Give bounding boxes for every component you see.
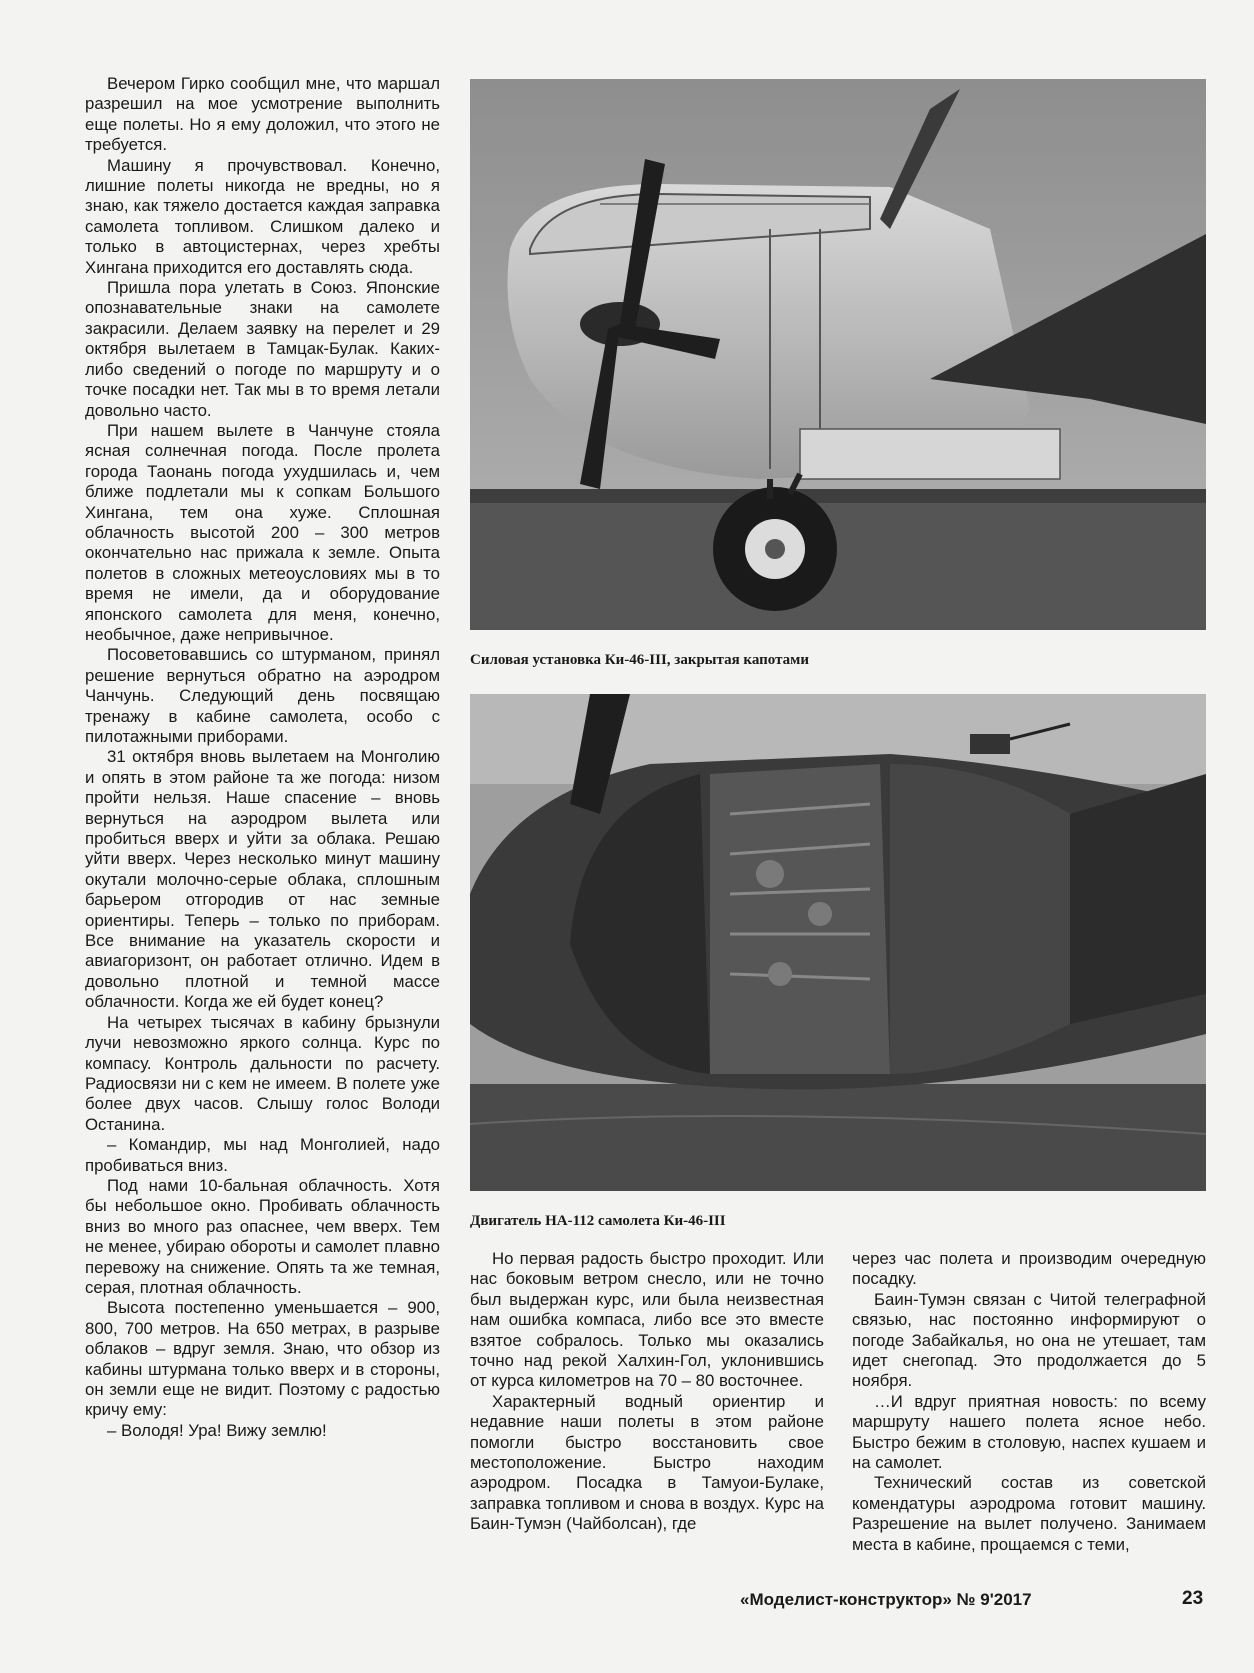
- right-text-column: [852, 1249, 1206, 1555]
- photo-ha112-engine: [470, 694, 1206, 1191]
- photo-ki46-powerplant-cowled: [470, 79, 1206, 630]
- paragraph: Вечером Гирко сообщил мне, что маршал разрешил на мое усмотрение выполнить еще полеты. Но я ему доложил, что этого не требуется.: [85, 74, 440, 155]
- paragraph: Характерный водный ориентир и недавние наши полеты в этом районе помогли быстро восстановить свое местоположение. Быстро находим аэродром. Посадка в Тамуои-Булаке, заправка топливом и снова в воздух. Курс на Баин-Тумэн (Чайболсан), где: [470, 1391, 824, 1534]
- paragraph: Высота постепенно уменьшается – 900, 800, 700 метров. На 650 метрах, в разрыве облаков – вдруг земля. Знаю, что обзор из кабины штурмана только вверх и в стороны, он земли еще не видит. Поэтому с радостью кричу ему:: [85, 1298, 440, 1420]
- paragraph: Пришла пора улетать в Союз. Японские опознавательные знаки на самолете закрасили. Делаем заявку на перелет и 29 октября вылетаем в Тамцак-Булак. Каких-либо сведений о погоде по маршруту и о точке посадки нет. Так мы в то время летали довольно часто.: [85, 278, 440, 420]
- middle-text-column: [470, 1249, 824, 1535]
- paragraph: Технический состав из советской комендатуры аэродрома готовит машину. Разрешение на вылет получено. Занимаем места в кабине, прощаемся с теми,: [852, 1473, 1206, 1554]
- paragraph: Машину я прочувствовал. Конечно, лишние полеты никогда не вредны, но я знаю, как тяжело достается каждая заправка самолета топливом. Слишком далеко и только в автоцистернах, через хребты Хингана приходится его доставлять сюда.: [85, 155, 440, 277]
- paragraph: …И вдруг приятная новость: по всему маршруту нашего полета ясное небо. Быстро бежим в столовую, наспех кушаем и на самолет.: [852, 1391, 1206, 1473]
- paragraph: При нашем вылете в Чанчуне стояла ясная солнечная погода. После пролета города Таонань погода ухудшилась и, чем ближе подлетали мы к сопкам Большого Хингана, тем она хуже. Сплошная облачность высотой 200 – 300 метров окончательно нас прижала к земле. Опыта полетов в сложных метеоусловиях мы в то время не имели, да и оборудование японского самолета для меня, конечно, необычное, даже непривычное.: [85, 420, 440, 644]
- paragraph: через час полета и производим очередную посадку.: [852, 1249, 1206, 1289]
- paragraph: На четырех тысячах в кабину брызнули лучи невозможно яркого солнца. Курс по компасу. Контроль дальности по расчету. Радиосвязи ни с кем не имеем. В полете уже более двух часов. Слышу голос Володи Останина.: [85, 1012, 440, 1134]
- paragraph: – Володя! Ура! Вижу землю!: [107, 1420, 327, 1440]
- photo-caption: Силовая установка Ки-46-III, закрытая капотами: [470, 652, 810, 668]
- paragraph: Посоветовавшись со штурманом, принял решение вернуться обратно на аэродром Чанчунь. Следующий день посвящаю тренажу в кабине самолета, особо с пилотажными приборами.: [85, 645, 440, 746]
- paragraph: 31 октября вновь вылетаем на Монголию и опять в этом районе та же погода: низом пройти нельзя. Наше спасение – вновь вернуться на аэродром вылета или пробиться вверх и уйти за облака. Решаю уйти вверх. Через несколько минут машину окутали молочно-серые облака, сплошным барьером отгородив от нас земные ориентиры. Теперь – только по приборам. Все внимание на указатель скорости и авиагоризонт, он работает отлично. Идем в довольно плотной и темной массе облачности. Когда же ей будет конец?: [85, 747, 440, 1012]
- page-number: 23: [1182, 1588, 1204, 1609]
- paragraph: Баин-Тумэн связан с Читой телеграфной связью, нас постоянно информируют о погоде Забайкалья, но она не утешает, там идет снегопад. Это продолжается до 5 ноября.: [852, 1289, 1206, 1391]
- journal-footer: «Моделист-конструктор» № 9'2017: [740, 1590, 1032, 1609]
- photo-caption: Двигатель НА-112 самолета Ки-46-III: [470, 1213, 726, 1229]
- left-text-column: [85, 74, 440, 1441]
- paragraph: Но первая радость быстро проходит. Или нас боковым ветром снесло, или не точно был выдержан курс, или была неизвестная нам ошибка компаса, либо все это вместе взятое собралось. Только мы оказались точно над рекой Халхин-Гол, уклонившись от курса километров на 70 – 80 восточнее.: [470, 1249, 824, 1391]
- paragraph: – Командир, мы над Монголией, надо пробиваться вниз.: [85, 1135, 440, 1175]
- paragraph: Под нами 10-бальная облачность. Хотя бы небольшое окно. Пробивать облачность вниз во много раз опаснее, чем вверх. Тем не менее, убираю обороты и самолет плавно перевожу на снижение. Опять та же темная, серая, плотная облачность.: [85, 1175, 440, 1297]
